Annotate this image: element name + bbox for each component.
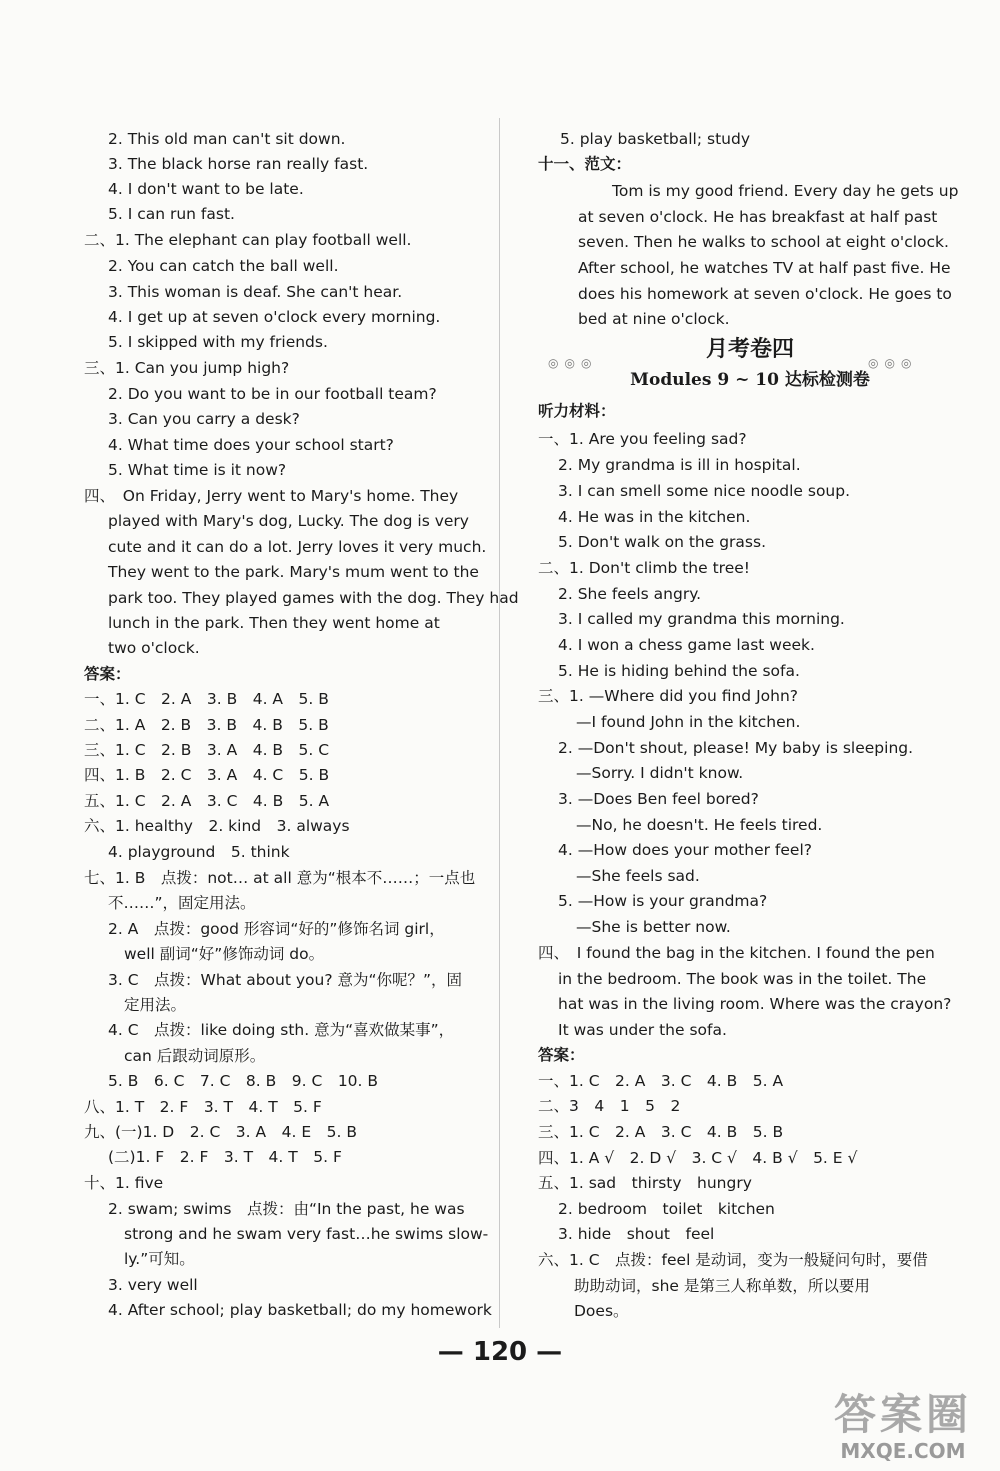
text-line: 2. You can catch the ball well.: [108, 257, 339, 275]
text-line: 三、1. C 2. B 3. A 4. B 5. C: [84, 741, 330, 759]
text-line: bed at nine o'clock.: [578, 310, 730, 328]
text-line: 2. She feels angry.: [558, 585, 702, 603]
text-line: played with Mary's dog, Lucky. The dog is very: [108, 512, 469, 530]
text-line: —I found John in the kitchen.: [576, 713, 801, 731]
text-line: 3. This woman is deaf. She can't hear.: [108, 283, 403, 301]
text-line: They went to the park. Mary's mum went to the: [108, 563, 479, 581]
text-line: 4. I get up at seven o'clock every morning.: [108, 308, 441, 326]
text-line: hat was in the living room. Where was the crayon?: [558, 995, 952, 1013]
text-line: —No, he doesn't. He feels tired.: [576, 816, 823, 834]
text-line: Does。: [574, 1302, 629, 1320]
watermark-url: MXQE.COM: [840, 1439, 966, 1463]
text-line: 3. I can smell some nice noodle soup.: [558, 482, 851, 500]
text-line: 5. B 6. C 7. C 8. B 9. C 10. B: [108, 1072, 379, 1090]
text-line: ly.”可知。: [124, 1250, 195, 1268]
text-line: 三、1. Can you jump high?: [84, 359, 290, 377]
column-divider: [499, 118, 500, 1328]
listening-heading: 听力材料：: [538, 402, 616, 420]
text-line: After school, he watches TV at half past five. He: [578, 259, 951, 277]
text-line: 助助动词，she 是第三人称单数，所以要用: [574, 1277, 870, 1295]
text-line: 十、1. five: [84, 1174, 164, 1192]
text-line: 四、1. A √ 2. D √ 3. C √ 4. B √ 5. E √: [538, 1149, 858, 1167]
section-subtitle: Modules 9 ~ 10 达标检测卷: [630, 370, 870, 390]
text-line: 二、3 4 1 5 2: [538, 1097, 681, 1115]
text-line: 九、(一)1. D 2. C 3. A 4. E 5. B: [84, 1123, 357, 1141]
text-line: 一、1. C 2. A 3. C 4. B 5. A: [538, 1072, 784, 1090]
text-line: 5. —How is your grandma?: [558, 892, 768, 910]
text-line: —She feels sad.: [576, 867, 700, 885]
text-line: 4. —How does your mother feel?: [558, 841, 812, 859]
text-line: lunch in the park. Then they went home at: [108, 614, 440, 632]
text-line: 3. hide shout feel: [558, 1225, 715, 1243]
text-line: 2. Do you want to be in our football team?: [108, 385, 437, 403]
model-essay-heading: 十一、范文：: [538, 155, 632, 173]
text-line: 5. Don't walk on the grass.: [558, 533, 766, 551]
text-line: 七、1. B 点拨：not… at all 意为“根本不……；一点也: [84, 869, 476, 887]
text-line: 3. Can you carry a desk?: [108, 410, 300, 428]
text-line: park too. They played games with the dog. They had: [108, 589, 519, 607]
text-line: 定用法。: [124, 996, 187, 1014]
answers-heading: 答案：: [84, 665, 131, 683]
text-line: 一、1. Are you feeling sad?: [538, 430, 747, 448]
text-line: 不……”，固定用法。: [108, 894, 256, 912]
watermark-logo-text: 答案圈: [833, 1390, 972, 1439]
text-line: 2. My grandma is ill in hospital.: [558, 456, 801, 474]
text-line: —Sorry. I didn't know.: [576, 764, 744, 782]
text-line: 4. playground 5. think: [108, 843, 290, 861]
page-number: — 120 —: [437, 1337, 563, 1367]
site-watermark: [818, 1391, 988, 1463]
text-line: 4. He was in the kitchen.: [558, 508, 751, 526]
text-line: 六、1. healthy 2. kind 3. always: [84, 817, 350, 835]
text-line: 2. swam; swims 点拨：由“In the past, he was: [108, 1200, 465, 1218]
text-line: two o'clock.: [108, 639, 200, 657]
text-line: 2. —Don't shout, please! My baby is sleeping.: [558, 739, 914, 757]
text-line: (二)1. F 2. F 3. T 4. T 5. F: [108, 1148, 342, 1166]
decorative-dots-icon: ◎◎◎: [868, 356, 918, 370]
text-line: does his homework at seven o'clock. He goes to: [578, 285, 952, 303]
text-line: 5. I skipped with my friends.: [108, 333, 328, 351]
text-line: in the bedroom. The book was in the toilet. The: [558, 970, 927, 988]
text-line: cute and it can do a lot. Jerry loves it very much.: [108, 538, 487, 556]
text-line: 八、1. T 2. F 3. T 4. T 5. F: [84, 1098, 322, 1116]
text-line: 3. C 点拨：What about you? 意为“你呢？”，固: [108, 971, 463, 989]
text-line: 5. What time is it now?: [108, 461, 287, 479]
text-line: Tom is my good friend. Every day he gets up: [612, 182, 959, 200]
text-line: 二、1. The elephant can play football well.: [84, 231, 412, 249]
text-line: 5. He is hiding behind the sofa.: [558, 662, 800, 680]
text-line: 5. I can run fast.: [108, 205, 235, 223]
text-line: It was under the sofa.: [558, 1021, 727, 1039]
text-line: 4. I don't want to be late.: [108, 180, 304, 198]
text-line: 四、1. B 2. C 3. A 4. C 5. B: [84, 766, 330, 784]
text-line: 四、 On Friday, Jerry went to Mary's home. They: [84, 487, 459, 505]
answers-heading: 答案：: [538, 1046, 585, 1064]
text-line: 4. I won a chess game last week.: [558, 636, 815, 654]
text-line: 4. What time does your school start?: [108, 436, 394, 454]
text-line: 4. C 点拨：like doing sth. 意为“喜欢做某事”，: [108, 1021, 455, 1039]
text-line: 二、1. A 2. B 3. B 4. B 5. B: [84, 716, 329, 734]
text-line: 2. A 点拨：good 形容词“好的”修饰名词 girl，: [108, 920, 445, 938]
text-line: 六、1. C 点拨：feel 是动词，变为一般疑问句时，要借: [538, 1251, 928, 1269]
text-line: —She is better now.: [576, 918, 731, 936]
text-line: at seven o'clock. He has breakfast at half past: [578, 208, 938, 226]
text-line: 3. The black horse ran really fast.: [108, 155, 369, 173]
text-line: 3. —Does Ben feel bored?: [558, 790, 759, 808]
text-line: 二、1. Don't climb the tree!: [538, 559, 750, 577]
text-line: 4. After school; play basketball; do my homework: [108, 1301, 492, 1319]
text-line: 三、1. —Where did you find John?: [538, 687, 798, 705]
decorative-dots-icon: ◎◎◎: [548, 356, 598, 370]
text-line: 一、1. C 2. A 3. B 4. A 5. B: [84, 690, 329, 708]
text-line: 2. This old man can't sit down.: [108, 130, 346, 148]
text-line: 四、 I found the bag in the kitchen. I found the pen: [538, 944, 935, 962]
text-line: 3. very well: [108, 1276, 198, 1294]
text-line: 五、1. sad thirsty hungry: [538, 1174, 752, 1192]
text-line: 五、1. C 2. A 3. C 4. B 5. A: [84, 792, 330, 810]
text-line: can 后跟动词原形。: [124, 1047, 266, 1065]
text-line: 2. bedroom toilet kitchen: [558, 1200, 775, 1218]
text-line: seven. Then he walks to school at eight o'clock.: [578, 233, 949, 251]
text-line: well 副词“好”修饰动词 do。: [124, 945, 325, 963]
text-line: 3. I called my grandma this morning.: [558, 610, 845, 628]
text-line: strong and he swam very fast…he swims slow-: [124, 1225, 489, 1243]
text-line: 三、1. C 2. A 3. C 4. B 5. B: [538, 1123, 784, 1141]
text-line: 5. play basketball; study: [560, 130, 750, 148]
section-title: 月考卷四: [705, 336, 794, 362]
